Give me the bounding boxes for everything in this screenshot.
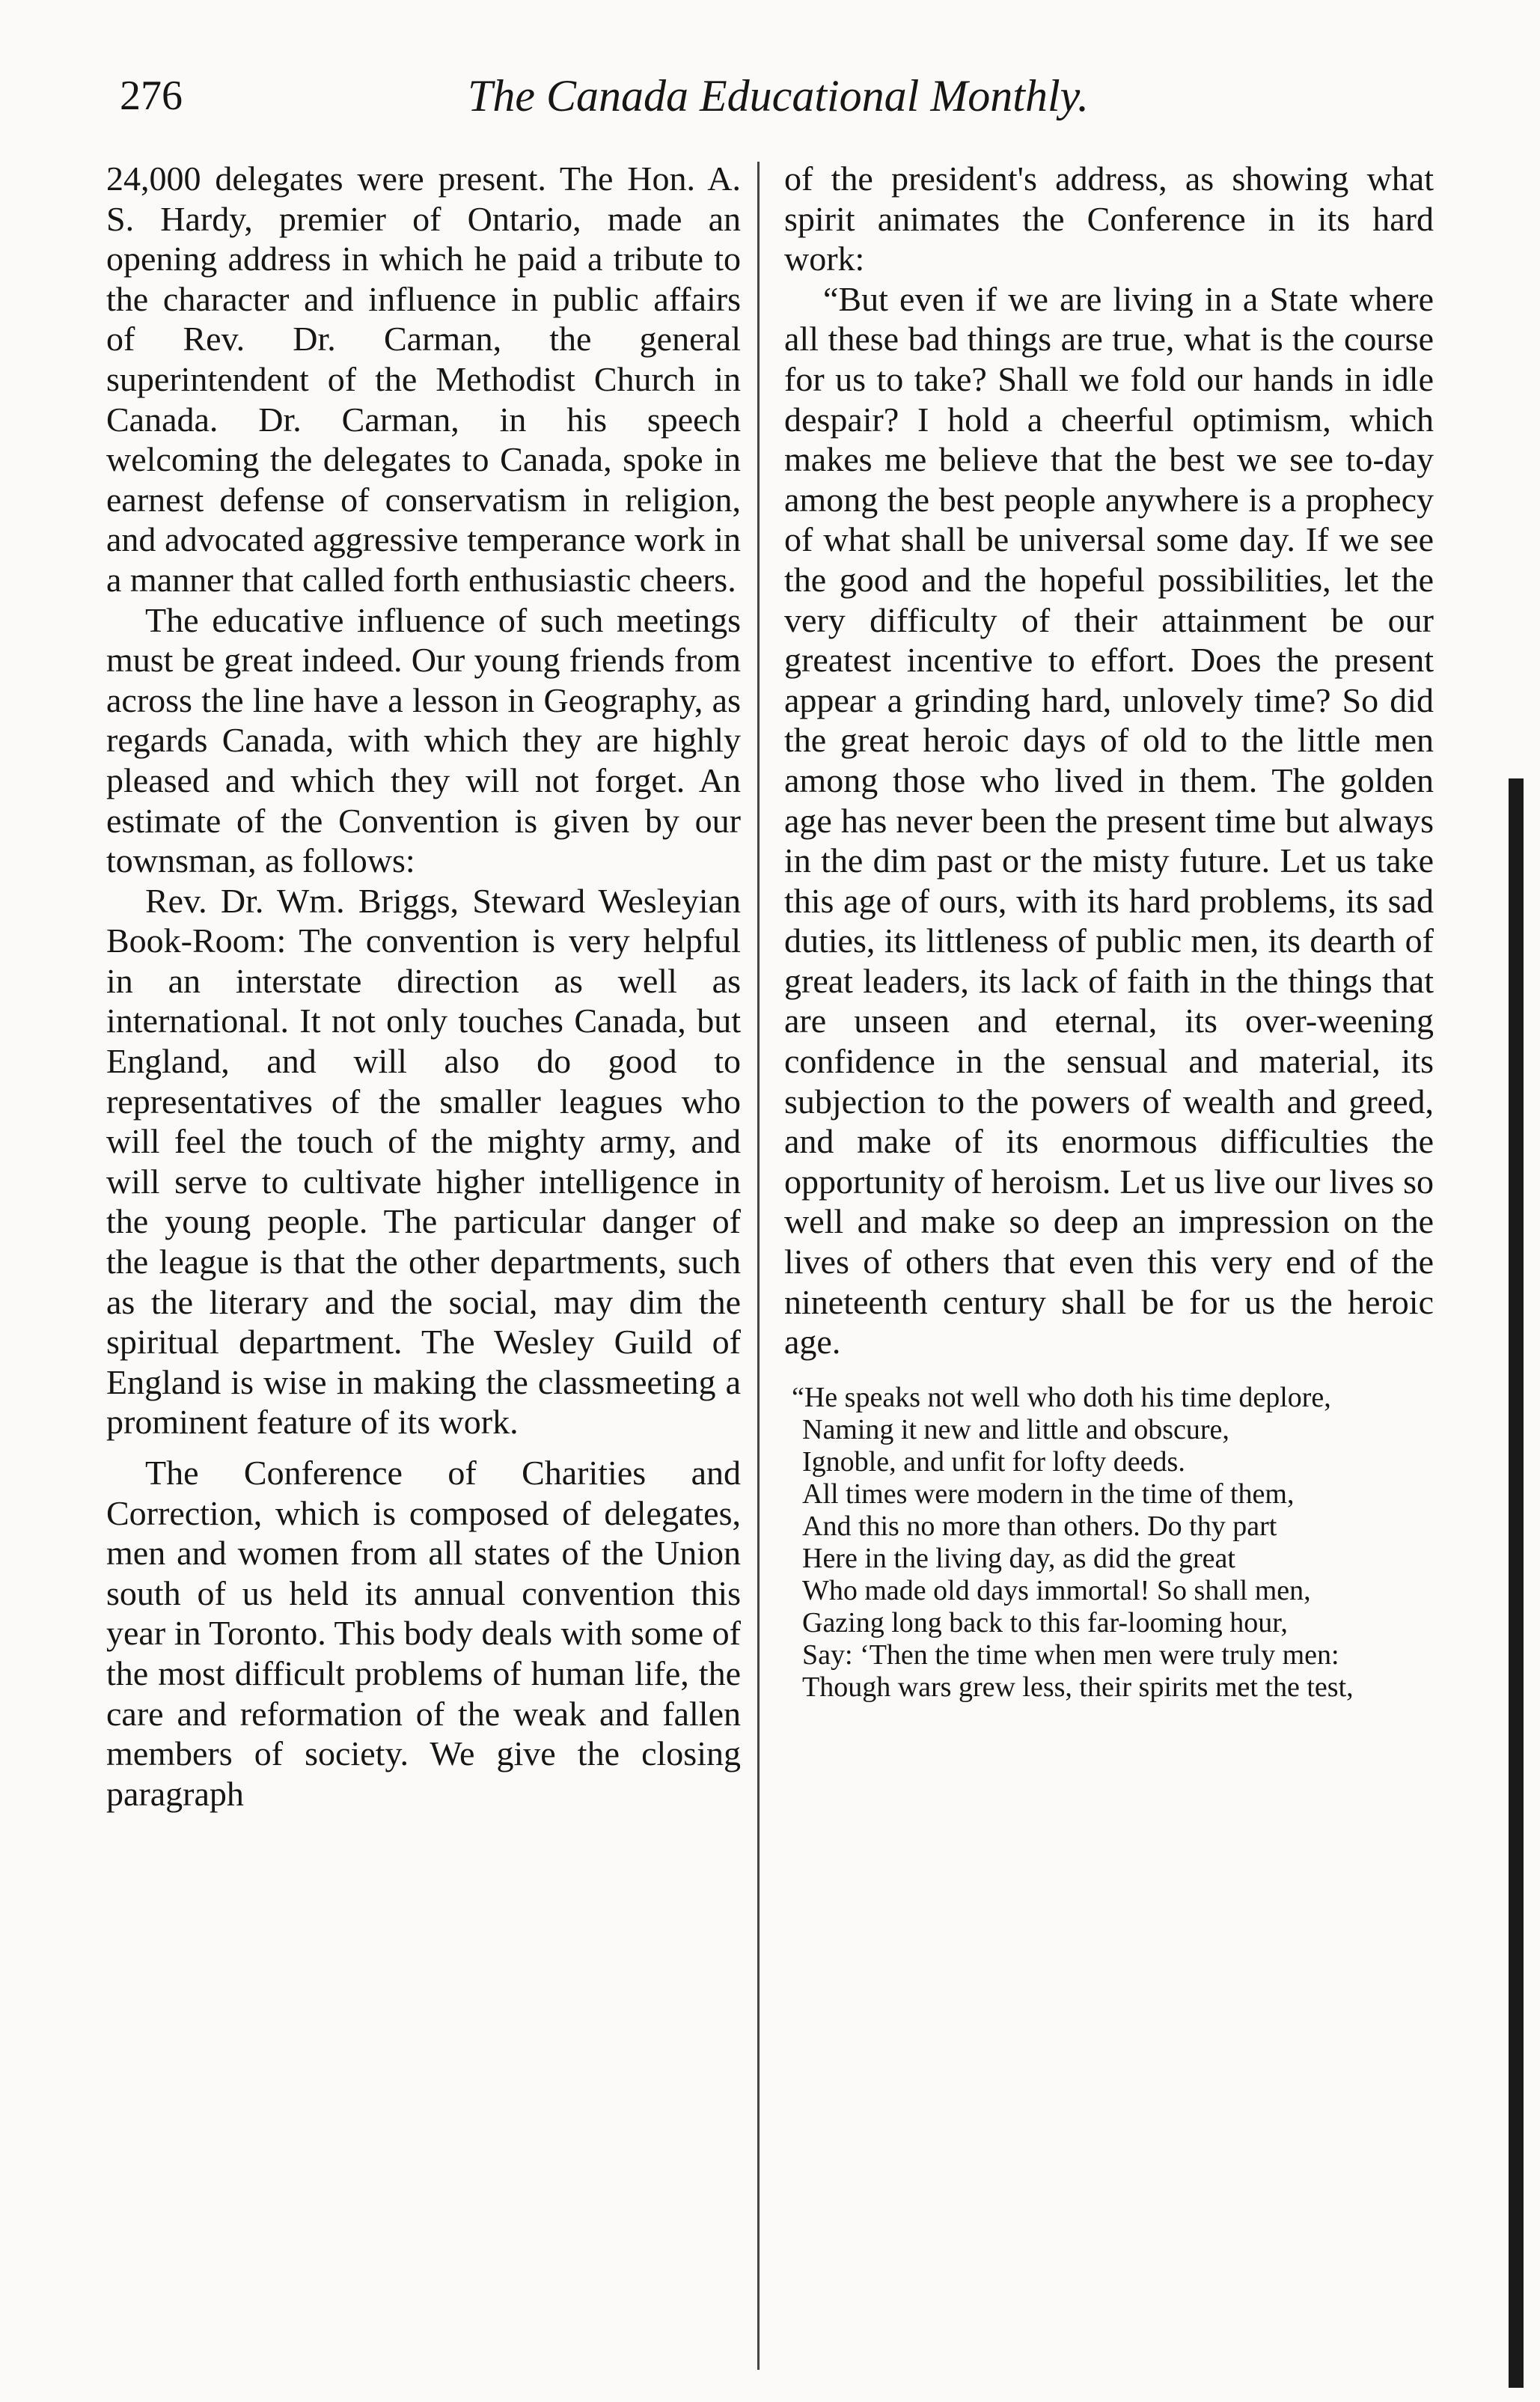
- column-divider: [757, 162, 760, 2370]
- paragraph: of the president's address, as showing what spirit animates the Conference in its hard work:: [784, 159, 1434, 278]
- right-column: [784, 159, 1434, 1704]
- poem-line: And this no more than others. Do thy part: [802, 1510, 1277, 1542]
- poem-line: Who made old days immortal! So shall men,: [802, 1574, 1311, 1606]
- page-header: [120, 66, 1437, 133]
- poem-line: “He speaks not well who doth his time deplore,: [792, 1381, 1331, 1413]
- scan-edge-shadow: [1509, 778, 1524, 2388]
- poem-line: Ignoble, and unfit for lofty deeds.: [802, 1445, 1185, 1478]
- running-title: The Canada Educational Monthly.: [468, 71, 1089, 121]
- poem-line: Though wars grew less, their spirits met the test,: [802, 1671, 1354, 1703]
- poem-line: Say: ‘Then the time when men were truly men:: [802, 1639, 1339, 1671]
- paragraph: The Conference of Charities and Correction, which is composed of delegates, men and women from all states of the Union south of us held its annual convention this year in Toronto. This body deals with some of the most difficult problems of human life, the care and reformation of the weak and fallen members of society. We give the closing paragraph: [106, 1454, 741, 1813]
- page-number: 276: [120, 73, 183, 119]
- paragraph: “But even if we are living in a State where all these bad things are true, what is the course for us to take? Shall we fold our hands in idle despair? I hold a cheerful optimism, which makes me believe that the best we see to-day among the best people anywhere is a prophecy of what shall be universal some day. If we see the good and the hopeful possibilities, let the very difficulty of their attainment be our greatest incentive to effort. Does the present appear a grinding hard, unlovely time? So did the great heroic days of old to the little men among those who lived in them. The golden age has never been the present time but always in the dim past or the misty future. Let us take this age of ours, with its hard problems, its sad duties, its littleness of public men, its dearth of great leaders, its lack of faith in the things that are unseen and eternal, its over-weening confidence in the sensual and material, its subjection to the powers of wealth and greed, and make of its enormous difficulties the opportunity of heroism. Let us live our lives so well and make so deep an impression on the lives of others that even this very end of the nineteenth century shall be for us the heroic age.: [784, 279, 1434, 1362]
- left-column: [106, 159, 741, 1814]
- paragraph: Rev. Dr. Wm. Briggs, Steward Wesleyian Book-Room: The convention is very helpful in an interstate direction as well as international. It not only touches Canada, but England, and will also do good to representatives of the smaller leagues who will feel the touch of the mighty army, and will serve to cultivate higher intelligence in the young people. The particular danger of the league is that the other departments, such as the literary and the social, may dim the spiritual department. The Wesley Guild of England is wise in making the classmeeting a prominent feature of its work.: [106, 881, 741, 1442]
- poem-line: Here in the living day, as did the great: [802, 1542, 1235, 1574]
- paragraph: 24,000 delegates were present. The Hon. A. S. Hardy, premier of Ontario, made an opening address in which he paid a tribute to the character and influence in public affairs of Rev. Dr. Carman, the general superintendent of the Methodist Church in Canada. Dr. Carman, in his speech welcoming the delegates to Canada, spoke in earnest defense of conservatism in religion, and advocated aggressive temperance work in a manner that called forth enthusiastic cheers.: [106, 159, 741, 599]
- paragraph: The educative influence of such meetings must be great indeed. Our young friends from across the line have a lesson in Geography, as regards Canada, with which they are highly pleased and which they will not forget. An estimate of the Convention is given by our townsman, as follows:: [106, 600, 741, 880]
- poem-quote: [784, 1382, 1434, 1704]
- poem-line: Gazing long back to this far-looming hour,: [802, 1606, 1288, 1639]
- poem-line: Naming it new and little and obscure,: [802, 1413, 1229, 1445]
- poem-line: All times were modern in the time of them,: [802, 1478, 1295, 1510]
